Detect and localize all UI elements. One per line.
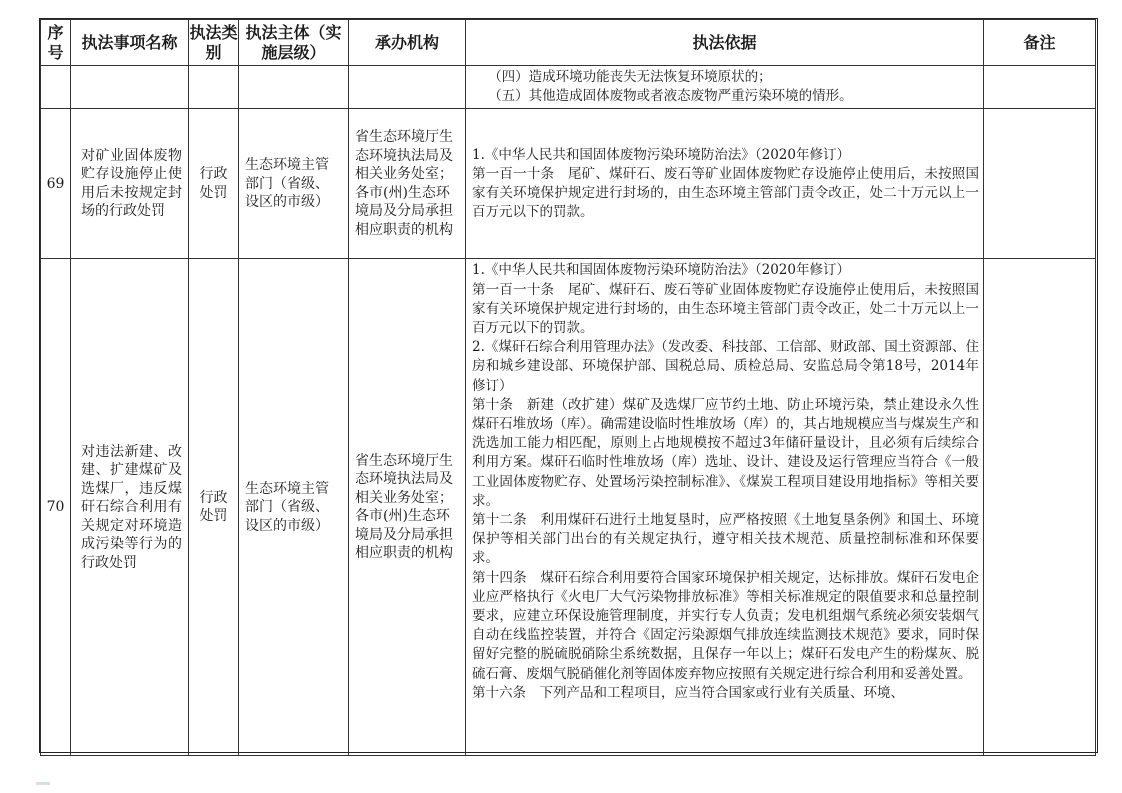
row-legal-basis: [466, 109, 984, 259]
basis-paragraph: 1.《中华人民共和国固体废物污染环境防治法》（2020年修订）: [472, 146, 850, 163]
basis-paragraph: 第一百一十条 尾矿、煤矸石、废石等矿业固体废物贮存设施停止使用后，未按照国家有关环境保护规定进行封场的，由生态环境主管部门责令改正，处二十万元以上一百万元以下的罚款。: [472, 281, 979, 337]
row-remarks: [984, 109, 1096, 259]
row-category-text: 行政处罚: [199, 489, 228, 525]
row-subject: 生态环境主管部门（省级、设区的市级）: [239, 259, 349, 756]
basis-paragraph: 第十条 新建（改扩建）煤矿及选煤厂应节约土地、防止环境污染，禁止建设永久性煤矸石堆放场（库）。确需建设临时性堆放场（库）的，其占地规模应当与煤炭生产和洗选加工能力相匹配，原则上占地规模按不超过3年储矸量设计，且必须有后续综合利用方案。煤矸石临时性堆放场（库）选址、设计、建设及运行管理应当符合《一般工业固体废物贮存、处置场污染控制标准》、《煤炭工程项目建设用地指标》等相关要求。: [472, 396, 979, 509]
row-item-name: 对违法新建、改建、扩建煤矿及选煤厂，违反煤矸石综合利用有关规定对环境造成污染等行为的行政处罚: [71, 259, 189, 756]
row-item-name: 对矿业固体废物贮存设施停止使用后未按规定封场的行政处罚: [71, 109, 189, 259]
row-subject: [239, 66, 349, 109]
row-remarks: [984, 66, 1096, 109]
header-item-name: 执法事项名称: [71, 20, 189, 66]
row-agency: [349, 66, 466, 109]
header-subject: 执法主体（实施层级）: [239, 20, 349, 66]
header-index: 序号: [41, 20, 71, 66]
row-category: [189, 259, 239, 756]
enforcement-table: [40, 19, 1096, 756]
basis-paragraph: 第十六条 下列产品和工程项目，应当符合国家或行业有关质量、环境、: [472, 684, 904, 701]
table-row: [41, 259, 1096, 756]
basis-paragraph: 1.《中华人民共和国固体废物污染环境防治法》（2020年修订）: [472, 262, 850, 279]
row-agency: 省生态环境厅生态环境执法局及相关业务处室；各市(州)生态环境局及分局承担相应职责的机构: [349, 259, 466, 756]
basis-paragraph: 第十二条 利用煤矸石进行土地复垦时，应严格按照《土地复垦条例》和国土、环境保护等相关部门出台的有关规定执行，遵守相关技术规范、质量控制标准和环保要求。: [472, 512, 979, 567]
document-table-frame: [39, 18, 1098, 753]
table-row: [41, 109, 1096, 259]
row-index: 70: [41, 259, 71, 756]
row-subject: 生态环境主管部门（省级、设区的市级）: [239, 109, 349, 259]
row-remarks: [984, 259, 1096, 756]
row-item-name: [71, 66, 189, 109]
header-legal-basis: 执法依据: [466, 20, 984, 66]
row-index: [41, 66, 71, 109]
row-index: 69: [41, 109, 71, 259]
header-remarks: 备注: [984, 20, 1096, 66]
row-category: [189, 109, 239, 259]
header-agency: 承办机构: [349, 20, 466, 66]
basis-paragraph: 第十四条 煤矸石综合利用要符合国家环境保护相关规定，达标排放。煤矸石发电企业应严格执行《火电厂大气污染物排放标准》等相关标准规定的限值要求和总量控制要求，应建立环保设施管理制度，并实行专人负责；发电机组烟气系统必须安装烟气自动在线监控装置，并符合《固定污染源烟气排放连续监测技术规范》要求，同时保留好完整的脱硫脱硝除尘系统数据，且保存一年以上；煤矸石发电产生的粉煤灰、脱硫石膏、废烟气脱硝催化剂等固体废弃物应按照有关规定进行综合利用和妥善处置。: [472, 569, 979, 682]
basis-paragraph: （四）造成环境功能丧失无法恢复环境原状的；: [488, 69, 772, 85]
basis-paragraph: （五）其他造成固体废物或者液态废物严重污染环境的情形。: [488, 88, 853, 105]
row-category: [189, 66, 239, 109]
basis-paragraph: 第一百一十条 尾矿、煤矸石、废石等矿业固体废物贮存设施停止使用后，未按照国家有关环境保护规定进行封场的，由生态环境主管部门责令改正，处二十万元以上一百万元以下的罚款。: [472, 165, 979, 221]
scan-mark: [36, 782, 50, 785]
basis-paragraph: 2.《煤矸石综合利用管理办法》（发改委、科技部、工信部、财政部、国土资源部、住房和城乡建设部、环境保护部、国税总局、质检总局、安监总局令第18号，2014年修订）: [472, 339, 979, 394]
header-category: 执法类别: [189, 20, 239, 66]
row-legal-basis: [466, 66, 984, 109]
row-agency: 省生态环境厅生态环境执法局及相关业务处室；各市(州)生态环境局及分局承担相应职责的机构: [349, 109, 466, 259]
header-row: [41, 20, 1096, 66]
table-row: [41, 66, 1096, 109]
row-category-text: 行政处罚: [199, 166, 228, 201]
row-legal-basis: [466, 259, 984, 756]
